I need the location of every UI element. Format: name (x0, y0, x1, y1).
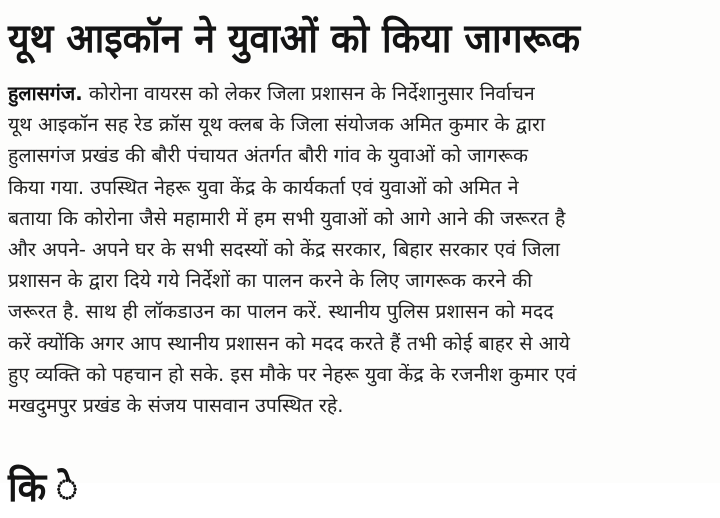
article-line-11: मखदुमपुर प्रखंड के संजय पासवान उपस्थित रहे. (8, 393, 344, 417)
article-body (8, 78, 714, 421)
article-line-3: हुलासगंज प्रखंड की बौरी पंचायत अंतर्गत बौरी गांव के युवाओं को जागरूक (8, 144, 529, 168)
article-headline: यूथ आइकॉन ने युवाओं को किया जागरूक (8, 16, 581, 62)
article-line-1-text: कोरोना वायरस को लेकर जिला प्रशासन के निर्देशानुसार निर्वाचन (82, 82, 535, 105)
article-line-9: करें क्योंकि अगर आप स्थानीय प्रशासन को मदद करते हैं तभी कोई बाहर से आये (8, 331, 570, 355)
article-line-6: और अपने- अपने घर के सभी सदस्यों को केंद्र सरकार, बिहार सरकार एवं जिला (8, 237, 560, 261)
article-line-4: किया गया. उपस्थित नेहरू युवा केंद्र के कार्यकर्ता एवं युवाओं को अमित ने (8, 175, 519, 199)
next-article-headline-partial: कि े (8, 465, 78, 511)
article-line-7: प्रशासन के द्वारा दिये गये निर्देशों का पालन करने के लिए जागरूक करने की (8, 269, 533, 293)
article-line-5: बताया कि कोरोना जैसे महामारी में हम सभी युवाओं को आगे आने की जरूरत है (8, 206, 566, 230)
article-line-2: यूथ आइकॉन सह रेड क्रॉस यूथ क्लब के जिला संयोजक अमित कुमार के द्वारा (8, 113, 546, 137)
article-line-1 (8, 78, 714, 109)
article-line-10: हुए व्यक्ति को पहचान हो सके. इस मौके पर नेहरू युवा केंद्र के रजनीश कुमार एवं (8, 362, 577, 386)
article-dateline: हुलासगंज. (8, 82, 83, 105)
article-line-8: जरूरत है. साथ ही लॉकडाउन का पालन करें. स्थानीय पुलिस प्रशासन को मदद (8, 300, 554, 324)
